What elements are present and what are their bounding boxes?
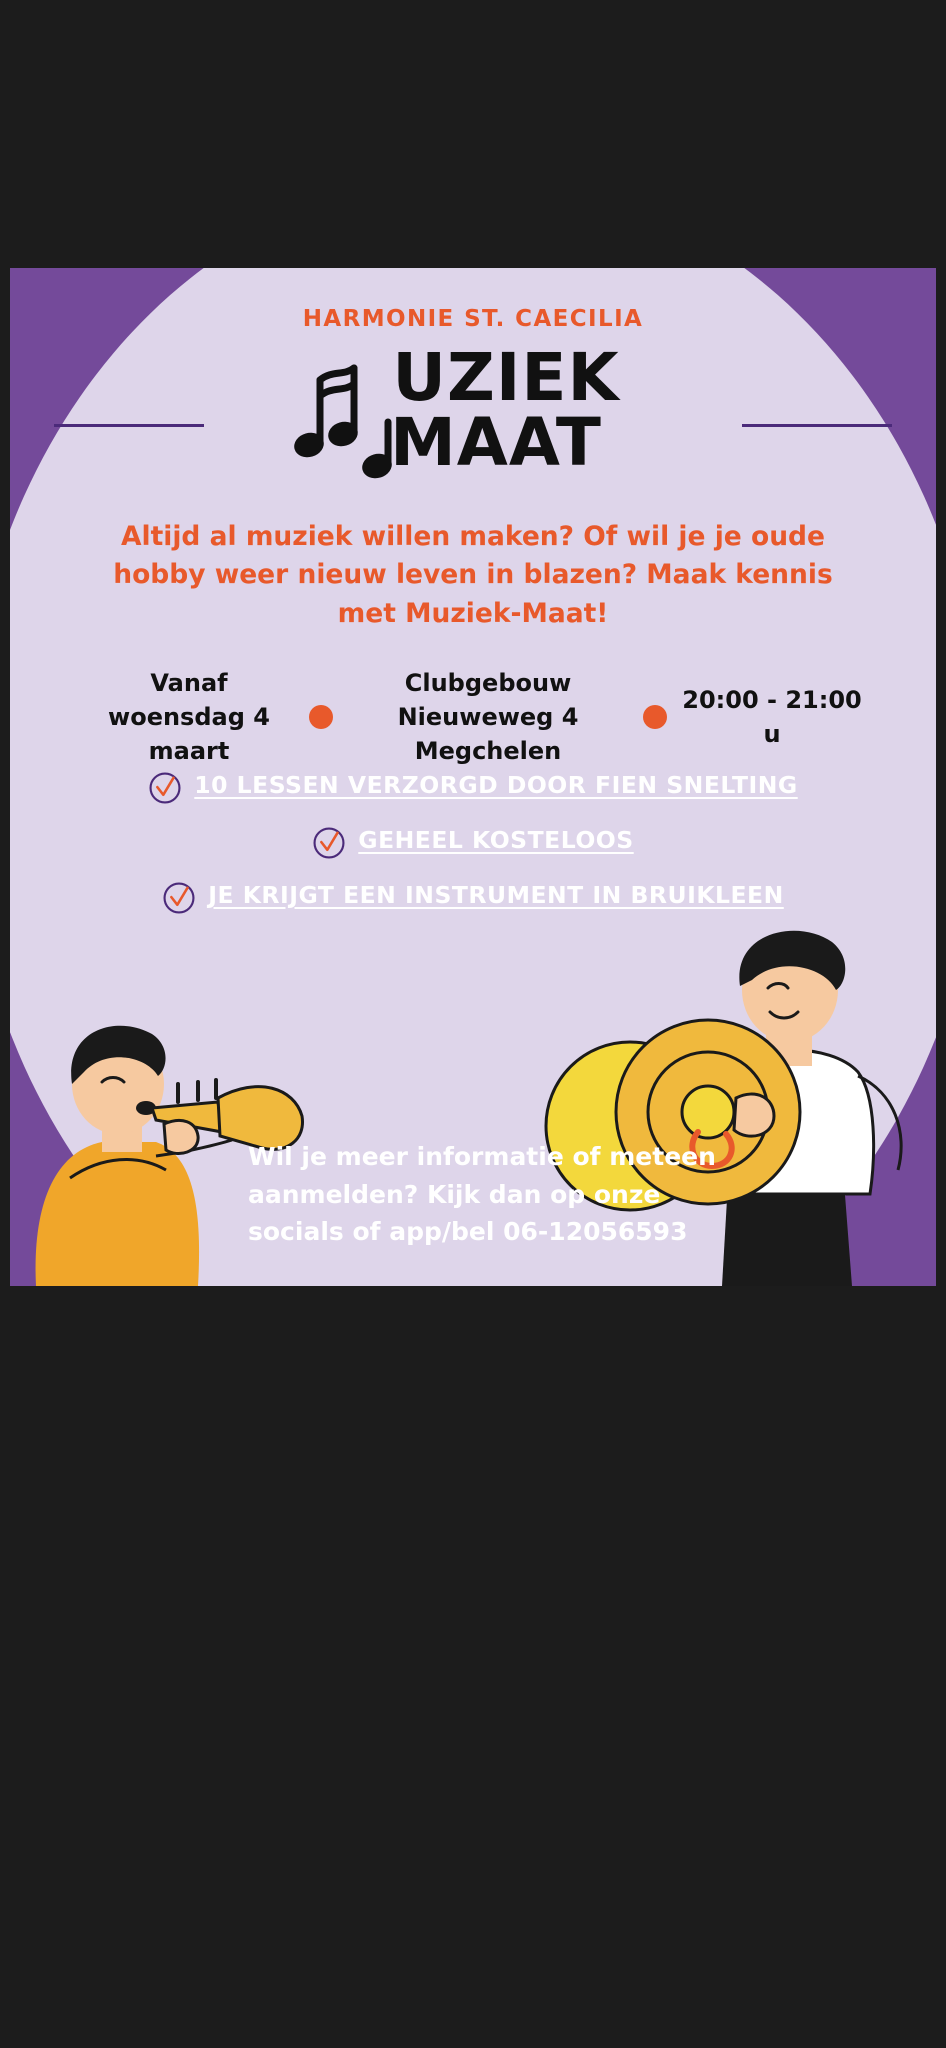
info-location: Clubgebouw Nieuweweg 4 Megchelen [397, 669, 579, 766]
poster [10, 268, 936, 1286]
dot-separator-icon [643, 705, 667, 729]
poster-content [10, 268, 936, 1286]
logo-line-2: MAAT [390, 403, 602, 481]
checklist-label: GEHEEL KOSTELOOS [358, 826, 634, 854]
logo [10, 339, 936, 498]
info-row [58, 666, 888, 768]
list-item [60, 768, 886, 805]
logo-line-1: UZIEK [392, 339, 620, 416]
checklist [60, 768, 886, 933]
check-circle-icon [162, 881, 196, 915]
dot-separator-icon [309, 705, 333, 729]
check-circle-icon [312, 826, 346, 860]
checklist-label: JE KRIJGT EEN INSTRUMENT IN BRUIKLEEN [208, 881, 784, 909]
footer-contact: Wil je meer informatie of meteen aanmelden? Kijk dan op onze socials of app/bel 06-12056593 [248, 1142, 716, 1246]
list-item [60, 823, 886, 860]
info-start-date: Vanaf woensdag 4 maart [108, 669, 270, 766]
checklist-label: 10 LESSEN VERZORGD DOOR FIEN SNELTING [194, 771, 798, 799]
tagline: Altijd al muziek willen maken? Of wil je je oude hobby weer nieuw leven in blazen? Maak kennis met Muziek-Maat! [113, 521, 833, 629]
info-time: 20:00 - 21:00 u [682, 686, 862, 749]
club-name: HARMONIE ST. CAECILIA [302, 306, 644, 332]
check-circle-icon [148, 771, 182, 805]
list-item [60, 878, 886, 915]
